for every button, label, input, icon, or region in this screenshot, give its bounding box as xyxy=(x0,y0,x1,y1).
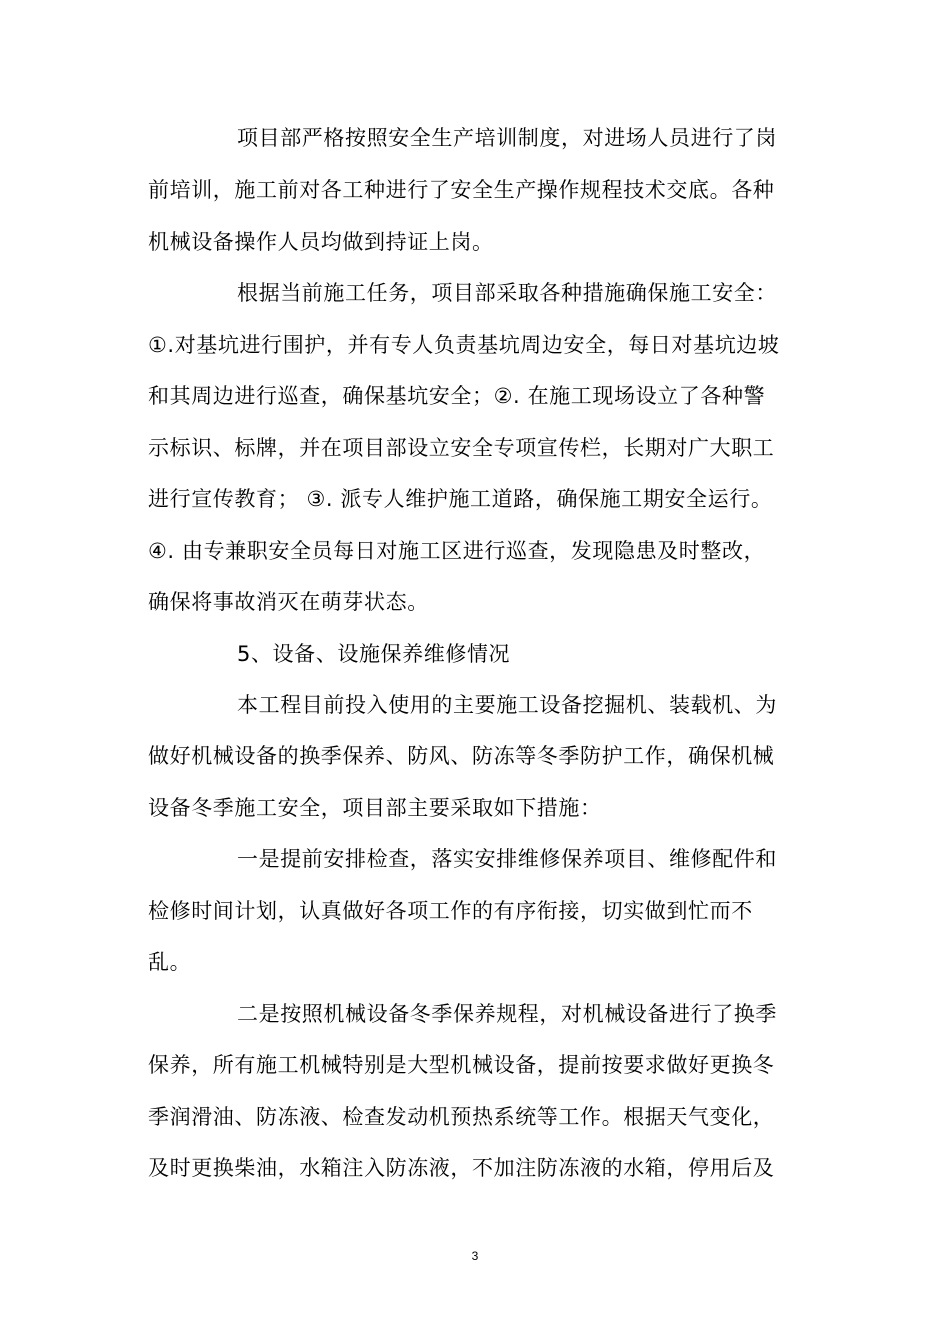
text-line-20: 季润滑油、防冻液、检查发动机预热系统等工作。根据天气变化， xyxy=(148,1105,775,1129)
text-line-1: 项目部严格按照安全生产培训制度，对进场人员进行了岗 xyxy=(237,126,777,150)
section-heading: 5、设备、设施保养维修情况 xyxy=(237,642,511,666)
text-line-13: 做好机械设备的换季保养、防风、防冻等冬季防护工作，确保机械 xyxy=(148,744,775,768)
text-line-15: 一是提前安排检查，落实安排维修保养项目、维修配件和 xyxy=(237,847,777,871)
text-line-19: 保养，所有施工机械特别是大型机械设备，提前按要求做好更换冬 xyxy=(148,1053,775,1077)
text-line-7: 示标识、标牌，并在项目部设立安全专项宣传栏，长期对广大职工 xyxy=(148,436,775,460)
text-line-8: 进行宣传教育； ③. 派专人维护施工道路，确保施工期安全运行。 xyxy=(148,487,773,511)
text-line-3: 机械设备操作人员均做到持证上岗。 xyxy=(148,230,494,254)
text-line-4: 根据当前施工任务，项目部采取各种措施确保施工安全： xyxy=(237,281,777,305)
text-line-14: 设备冬季施工安全，项目部主要采取如下措施： xyxy=(148,796,602,820)
text-line-10: 确保将事故消灭在萌芽状态。 xyxy=(148,590,429,614)
text-line-2: 前培训，施工前对各工种进行了安全生产操作规程技术交底。各种 xyxy=(148,178,775,202)
text-line-16: 检修时间计划，认真做好各项工作的有序衔接，切实做到忙而不 xyxy=(148,899,753,923)
text-line-5: ①.对基坑进行围护，并有专人负责基坑周边安全，每日对基坑边坡 xyxy=(148,333,780,357)
text-line-21: 及时更换柴油，水箱注入防冻液，不加注防冻液的水箱，停用后及 xyxy=(148,1156,775,1180)
page-number: 3 xyxy=(471,1249,479,1263)
text-line-6: 和其周边进行巡查，确保基坑安全；②. 在施工现场设立了各种警 xyxy=(148,384,766,408)
text-line-9: ④. 由专兼职安全员每日对施工区进行巡查，发现隐患及时整改， xyxy=(148,539,766,563)
text-line-12: 本工程目前投入使用的主要施工设备挖掘机、装载机、为 xyxy=(237,693,777,717)
text-line-17: 乱。 xyxy=(148,950,192,974)
text-line-18: 二是按照机械设备冬季保养规程，对机械设备进行了换季 xyxy=(237,1002,777,1026)
